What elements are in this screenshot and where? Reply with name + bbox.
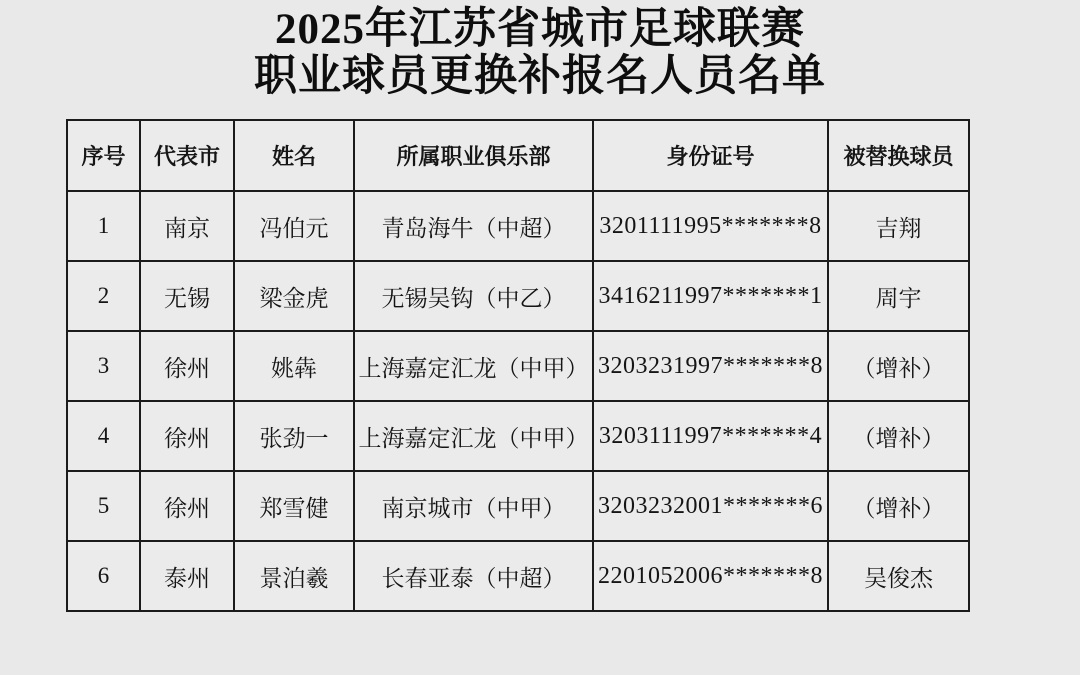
cell-club: 南京城市（中甲）	[354, 471, 593, 541]
cell-index: 1	[67, 191, 140, 261]
cell-id: 2201052006*******8	[593, 541, 828, 611]
cell-index: 3	[67, 331, 140, 401]
cell-name: 郑雪健	[234, 471, 354, 541]
cell-id: 3203231997*******8	[593, 331, 828, 401]
player-roster-table	[66, 119, 970, 612]
cell-club: 无锡吴钩（中乙）	[354, 261, 593, 331]
cell-city: 无锡	[140, 261, 234, 331]
cell-replaced: （增补）	[828, 471, 969, 541]
cell-name: 姚犇	[234, 331, 354, 401]
cell-name: 梁金虎	[234, 261, 354, 331]
header-row	[67, 120, 969, 191]
cell-index: 6	[67, 541, 140, 611]
cell-name: 景泊羲	[234, 541, 354, 611]
header-city: 代表市	[140, 120, 234, 191]
title-line-2: 职业球员更换补报名人员名单	[254, 53, 826, 100]
cell-id: 3416211997*******1	[593, 261, 828, 331]
cell-city: 徐州	[140, 471, 234, 541]
table-row	[67, 541, 969, 611]
cell-replaced: （增补）	[828, 331, 969, 401]
cell-id: 3203232001*******6	[593, 471, 828, 541]
cell-name: 张劲一	[234, 401, 354, 471]
header-club: 所属职业俱乐部	[354, 120, 593, 191]
table-row	[67, 261, 969, 331]
header-index: 序号	[67, 120, 140, 191]
cell-index: 2	[67, 261, 140, 331]
header-id-number: 身份证号	[593, 120, 828, 191]
cell-club: 上海嘉定汇龙（中甲）	[354, 401, 593, 471]
cell-name: 冯伯元	[234, 191, 354, 261]
table-row	[67, 331, 969, 401]
cell-city: 徐州	[140, 331, 234, 401]
cell-city: 南京	[140, 191, 234, 261]
cell-index: 5	[67, 471, 140, 541]
cell-replaced: 吉翔	[828, 191, 969, 261]
table-row	[67, 471, 969, 541]
cell-club: 上海嘉定汇龙（中甲）	[354, 331, 593, 401]
cell-club: 青岛海牛（中超）	[354, 191, 593, 261]
cell-city: 徐州	[140, 401, 234, 471]
cell-id: 3203111997*******4	[593, 401, 828, 471]
table-row	[67, 191, 969, 261]
table-body	[67, 191, 969, 611]
cell-id: 3201111995*******8	[593, 191, 828, 261]
cell-replaced: 周宇	[828, 261, 969, 331]
header-name: 姓名	[234, 120, 354, 191]
cell-club: 长春亚泰（中超）	[354, 541, 593, 611]
cell-replaced: 吴俊杰	[828, 541, 969, 611]
document-title	[0, 6, 1080, 100]
cell-index: 4	[67, 401, 140, 471]
table-row	[67, 401, 969, 471]
cell-replaced: （增补）	[828, 401, 969, 471]
title-line-1: 2025年江苏省城市足球联赛	[275, 6, 805, 53]
table-header	[67, 120, 969, 191]
header-replaced-player: 被替换球员	[828, 120, 969, 191]
cell-city: 泰州	[140, 541, 234, 611]
